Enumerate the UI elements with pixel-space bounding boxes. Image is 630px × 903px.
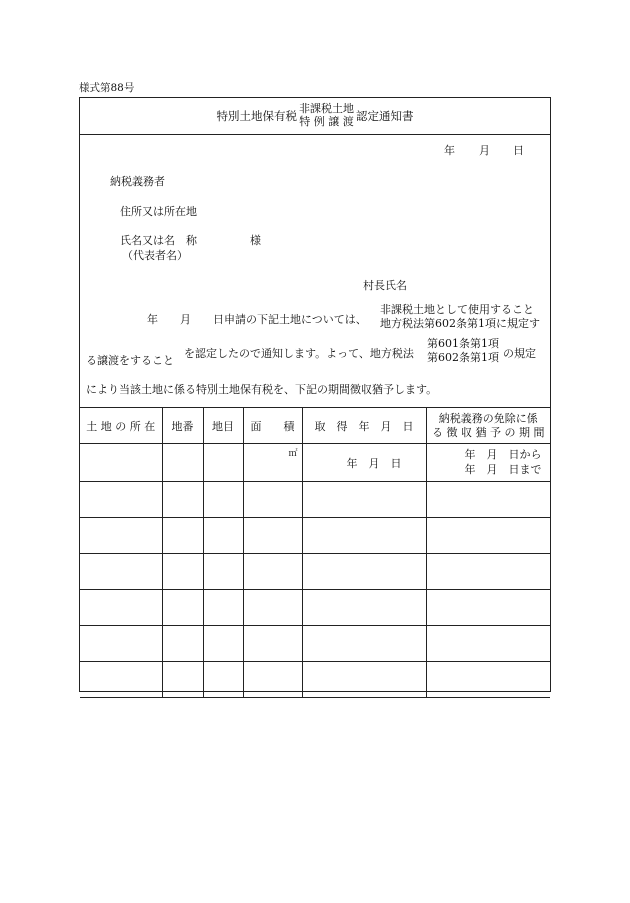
para1-options — [380, 303, 540, 331]
cell-acquisition-date[interactable] — [302, 554, 426, 590]
address-label: 住所又は所在地 — [120, 205, 197, 218]
table-row — [80, 518, 550, 554]
para2-law-bottom: 第602条第1項 — [427, 350, 499, 364]
title-prefix: 特別土地保有税 — [216, 109, 297, 123]
date-year: 年 — [444, 144, 455, 157]
cell-deferral-period[interactable] — [426, 626, 550, 662]
cell-area[interactable] — [243, 626, 302, 662]
header-deferral-bottom: る 徴 収 猶 予 の 期 間 — [432, 425, 545, 439]
date-month: 月 — [479, 144, 490, 157]
cell-deferral-period[interactable] — [426, 554, 550, 590]
land-table — [80, 407, 550, 698]
cell-location[interactable] — [80, 590, 162, 626]
table-row — [80, 626, 550, 662]
cell-lot-number[interactable] — [162, 626, 203, 662]
cell-location[interactable] — [80, 554, 162, 590]
title-stack-top: 非課税土地 — [299, 102, 354, 116]
honorific: 様 — [250, 234, 261, 247]
cell-lot-number[interactable] — [162, 518, 203, 554]
cell-lot-number[interactable] — [162, 554, 203, 590]
representative-label: （代表者名） — [122, 249, 188, 262]
cell-lot-number[interactable] — [162, 662, 203, 698]
notice-form — [79, 97, 551, 692]
header-acquisition-date: 取 得 年 月 日 — [302, 408, 426, 444]
cell-area[interactable] — [243, 482, 302, 518]
header-area: 面 積 — [243, 408, 302, 444]
cell-area[interactable] — [243, 590, 302, 626]
table-row — [80, 590, 550, 626]
cell-location[interactable] — [80, 626, 162, 662]
cell-deferral-period[interactable] — [426, 590, 550, 626]
para2-law-top: 第601条第1項 — [427, 337, 499, 350]
table-row — [80, 444, 550, 482]
period-to: 年 月 日まで — [464, 462, 542, 476]
header-land-category: 地目 — [203, 408, 243, 444]
para1-month: 月 — [180, 313, 191, 326]
header-deferral-period — [426, 408, 550, 444]
cell-location[interactable] — [80, 482, 162, 518]
cell-acquisition-date[interactable] — [302, 482, 426, 518]
taxpayer-label: 納税義務者 — [110, 175, 165, 188]
cell-location[interactable] — [80, 518, 162, 554]
cell-deferral-period[interactable] — [426, 444, 550, 482]
cell-land-category[interactable] — [203, 518, 243, 554]
para1-year: 年 — [147, 313, 158, 326]
cell-lot-number[interactable] — [162, 444, 203, 482]
cell-acquisition-date[interactable] — [302, 444, 426, 482]
para2-start: る譲渡をすること — [86, 354, 174, 367]
table-row — [80, 554, 550, 590]
notice-body — [80, 134, 550, 407]
cell-deferral-period[interactable] — [426, 482, 550, 518]
header-deferral-top: 納税義務の免除に係 — [438, 411, 538, 425]
cell-land-category[interactable] — [203, 662, 243, 698]
cell-acquisition-date[interactable] — [302, 518, 426, 554]
cell-deferral-period[interactable] — [426, 662, 550, 698]
form-number: 様式第88号 — [79, 82, 135, 94]
cell-lot-number[interactable] — [162, 482, 203, 518]
date-day: 日 — [513, 144, 524, 157]
para1-day-text: 日申請の下記土地については、 — [213, 313, 367, 326]
name-label: 氏名又は名 称 — [120, 234, 197, 247]
cell-acquisition-date[interactable] — [302, 626, 426, 662]
cell-land-category[interactable] — [203, 482, 243, 518]
cell-location[interactable] — [80, 662, 162, 698]
area-unit: ㎡ — [288, 449, 298, 459]
cell-land-category[interactable] — [203, 590, 243, 626]
mayor-label: 村長氏名 — [363, 279, 407, 292]
table-row — [80, 482, 550, 518]
para1-option-bottom: 地方税法第602条第1項に規定す — [380, 316, 540, 330]
header-location: 土 地 の 所 在 — [80, 408, 162, 444]
cell-acquisition-date[interactable] — [302, 590, 426, 626]
para2-mid: を認定したので通知します。よって、地方税法 — [184, 347, 414, 360]
para1-option-top: 非課税土地として使用すること — [380, 303, 534, 316]
cell-land-category[interactable] — [203, 626, 243, 662]
form-title — [80, 98, 550, 134]
cell-area[interactable] — [243, 518, 302, 554]
table-row — [80, 662, 550, 698]
para2-law-options — [427, 337, 499, 365]
title-suffix: 認定通知書 — [356, 109, 414, 123]
cell-location[interactable] — [80, 444, 162, 482]
cell-area[interactable] — [243, 554, 302, 590]
title-stack-bottom: 特 例 譲 渡 — [299, 115, 354, 128]
title-stack — [299, 103, 354, 128]
header-lot-number: 地番 — [162, 408, 203, 444]
period-from: 年 月 日から — [464, 447, 542, 461]
cell-lot-number[interactable] — [162, 590, 203, 626]
title-row — [80, 98, 550, 135]
cell-area[interactable] — [243, 444, 302, 482]
cell-deferral-period[interactable] — [426, 518, 550, 554]
cell-land-category[interactable] — [203, 554, 243, 590]
cell-acquisition-date[interactable] — [302, 662, 426, 698]
para3: により当該土地に係る特別土地保有税を、下記の期間徴収猶予します。 — [86, 383, 438, 396]
cell-land-category[interactable] — [203, 444, 243, 482]
table-header-row — [80, 408, 550, 444]
acquisition-date-text: 年 月 日 — [346, 456, 402, 470]
cell-area[interactable] — [243, 662, 302, 698]
para2-end: の規定 — [503, 347, 536, 360]
